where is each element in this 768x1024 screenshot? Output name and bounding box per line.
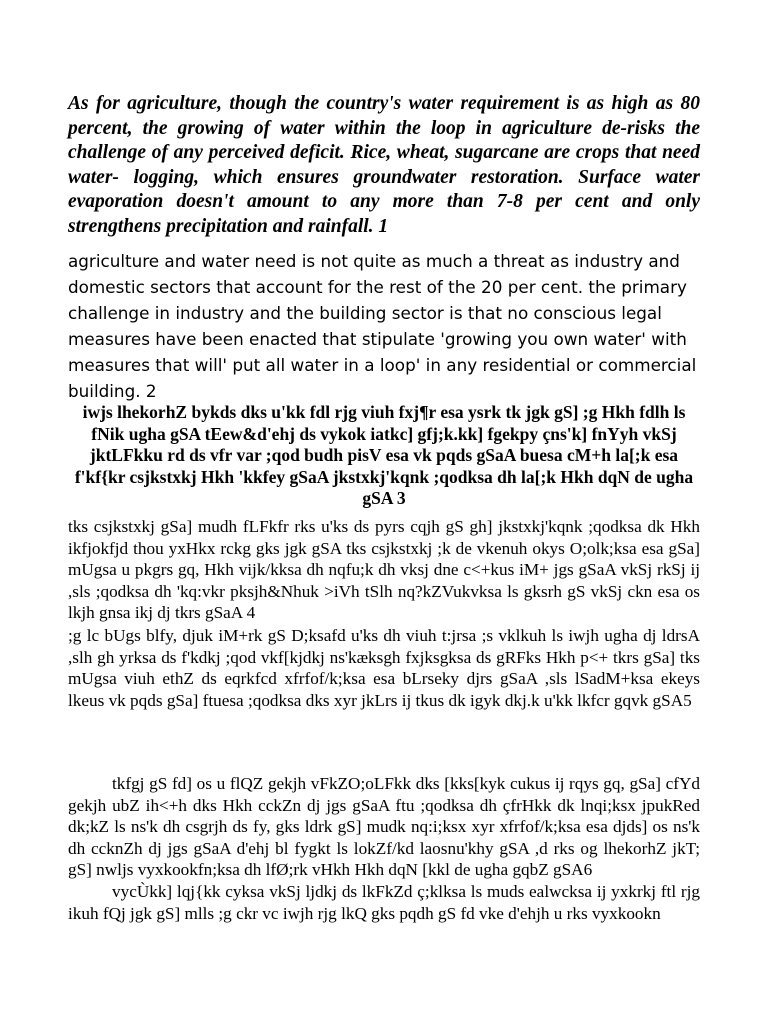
paragraph-english-sans: agriculture and water need is not quite as much a threat as industry and domestic sectors that account for the rest of the 20 per cent. the primary challenge in industry and the building sector is that no conscious legal measures have been enacted that stipulate 'growing you own water' with measures that will' put all water in a loop' in any residential or commercial building. 2	[68, 251, 697, 401]
paragraph-hindi-6: tkfgj gS fd] os u flQZ gekjh vFkZO;oLFkk dks [kks[kyk cukus ij rqys gq, gSa] cfYd gekjh ubZ ih<+h dks Hkh cckZn dj jgs gSaA ftu ;qodksa dh çfrHkk dk lnqi;ksx jpukRed dk;kZ ls ns'k dh csgrjh ds fy, gks ldrk gS] mudk nq:i;ksx xyr xfrfof/k;ksa esa djds] os ns'k dh ccknZh dj jgs gSaA d'ehj bl fygkt ls lokZf/kd laosnu'khy gSA ,d rks og lhekorhZ jkT; gS] nwljs vyxkookfn;ksa dh lfØ;rk vHkh Hkh dqN [kkl de ugha gqbZ gSA6	[68, 774, 700, 880]
paragraph-hindi-7: vycÙkk] lqj{kk cyksa vkSj ljdkj ds lkFkZd ç;klksa ls muds ealwcksa ij yxkrkj ftl rjg ikuh fQj jgk gS] mlls ;g ckr vc iwjh rjg lkQ gks pqdh gS fd vke d'ehjh u rks vyxkookn	[68, 882, 700, 923]
paragraph-hindi-4: tks csjkstxkj gSa] mudh fLFkfr rks u'ks ds pyrs cqjh gS gh] jkstxkj'kqnk ;qodksa dk Hkh ikfjokfjd thou yxHkx rckg gks jgk gSA tks csjkstxkj ;k de vkenuh okys O;olk;ksa esa gSa] mUgsa u pkgrs gq, Hkh vijk/kksa dh nqfu;k dh vksj dne c<+kus iM+ jgs gSaA vkSj rkSj ij ,sls ;qodksa dh 'kq:vkr pksjh&Nhuk >iVh tSlh nq?kZVukvksa ls gksrh gS vkSj ckn esa os lkjh gnsa ikj dj tkrs gSaA 4	[68, 517, 700, 623]
paragraph-english-bold-italic: As for agriculture, though the country's water requirement is as high as 80 percent, the growing of water within the loop in agriculture de-risks the challenge of any perceived deficit. Rice, wheat, sugarcane are crops that need water- logging, which ensures groundwater restoration. Surface water evaporation doesn't amount to any more than 7-8 per cent and only strengthens precipitation and rainfall. 1	[68, 93, 700, 237]
paragraph-hindi-5: ;g lc bUgs blfy, djuk iM+rk gS D;ksafd u'ks dh viuh t:jrsa ;s vklkuh ls iwjh ugha dj ldrsA ,slh gh yrksa ds f'kdkj ;qod vkf[kjdkj ns'kæksgh fxjksgksa ds gRFks Hkh p<+ tkrs gSa] tks mUgsa viuh ethZ ds eqrkfcd xfrfof/k;ksa esa bLrseky djrs gSaA ,sls lSadM+ksa ekeys lkeus vk pqds gSa] ftuesa ;qodksa dks xyr jkLrs ij tkus dk igyk dkj.k u'kk lkfcr gqvk gSA5	[68, 626, 700, 710]
paragraph-hindi-bold-centered: iwjs lhekorhZ bykds dks u'kk fdl rjg viuh fxj¶r esa ysrk tk jgk gS] ;g Hkh fdlh ls fNik ugha gSA tEew&d'ehj ds vykok iatkc] gfj;k.kk] fgekpy çns'k] fnYyh vkSj jktLFkku rd ds vfr var ;qod budh pisV esa vk pqds gSaA buesa cM+h la[;k esa f'kf{kr csjkstxkj Hkh 'kkfey gSaA jkstxkj'kqnk ;qodksa dh la[;k Hkh dqN de ugha gSA 3	[74, 402, 694, 508]
